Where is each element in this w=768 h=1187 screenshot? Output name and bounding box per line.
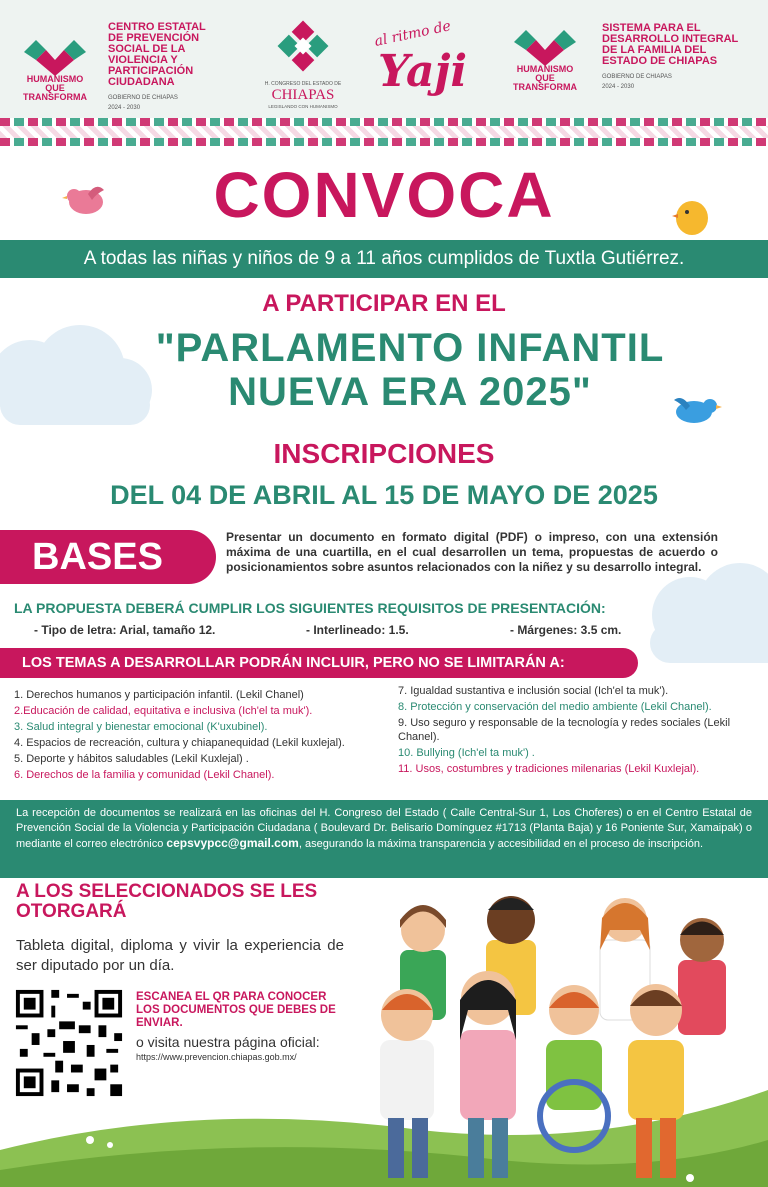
ritmo-yaji-logo: al ritmo de Yaji xyxy=(373,18,468,97)
requisitos-title: LA PROPUESTA DEBERÁ CUMPLIR LOS SIGUIENTES REQUISITOS DE PRESENTACIÓN: xyxy=(14,600,606,616)
req-interlineado: - Interlineado: 1.5. xyxy=(306,623,409,637)
participar-heading: A PARTICIPAR EN EL xyxy=(262,290,506,317)
list-item: 3. Salud integral y bienestar emocional (K'uxubinel). xyxy=(14,721,268,733)
humanismo-icon: HUMANISMO QUE TRANSFORMA xyxy=(16,32,94,102)
qr-code[interactable] xyxy=(12,986,126,1100)
child-figure xyxy=(678,918,726,1035)
audience-band: A todas las niñas y niños de 9 a 11 años cumplidos de Tuxtla Gutiérrez. xyxy=(0,240,768,278)
req-letra: - Tipo de letra: Arial, tamaño 12. xyxy=(34,623,216,637)
list-item: 10. Bullying (Ich'el ta muk') . xyxy=(398,747,535,759)
list-item: 1. Derechos humanos y participación infantil. (Lekil Chanel) xyxy=(14,689,304,701)
list-item: 4. Espacios de recreación, cultura y chiapanequidad (Lekil kuxlejal). xyxy=(14,737,345,749)
child-figure xyxy=(540,985,608,1150)
list-item: 9. Uso seguro y responsable de la tecnología y redes sociales (Lekil Chanel). xyxy=(398,717,731,743)
child-figure xyxy=(380,989,434,1178)
congreso-logo: H. CONGRESO DEL ESTADO DE CHIAPAS LEGISLANDO CON HUMANISMO xyxy=(258,16,348,109)
fechas-text: DEL 04 DE ABRIL AL 15 DE MAYO DE 2025 xyxy=(110,480,658,510)
humanismo-logo-left: HUMANISMO QUE TRANSFORMA CENTRO ESTATAL DE PREVENCIÓN SOCIAL DE LA VIOLENCIA Y PARTICIPACIÓN CIUDADANA GOBIERNO DE CHIAPAS 2024 - 2030 xyxy=(16,22,220,112)
email-link[interactable]: cepsvypcc@gmail.com xyxy=(166,836,299,850)
list-item: 7. Igualdad sustantiva e inclusión social (Ich'el ta muk'). xyxy=(398,685,669,697)
inscripciones-heading: INSCRIPCIONES xyxy=(273,438,495,469)
bases-label: BASES xyxy=(0,530,216,584)
premio-text: Tableta digital, diploma y vivir la experiencia de ser diputado por un día. xyxy=(16,937,344,974)
list-item: 6. Derechos de la familia y comunidad (Lekil Chanel). xyxy=(14,769,275,781)
header-logos xyxy=(0,0,768,118)
temas-list-left xyxy=(14,688,394,784)
escanea-qr-text: ESCANEA EL QR PARA CONOCER LOS DOCUMENTOS QUE DEBES DE ENVIAR. xyxy=(136,991,336,1029)
centro-estatal-text: CENTRO ESTATAL DE PREVENCIÓN SOCIAL DE LA VIOLENCIA Y PARTICIPACIÓN CIUDADANA xyxy=(108,21,206,88)
list-item: 2.Educación de calidad, equitativa e inclusiva (Ich'el ta muk'). xyxy=(14,705,313,717)
req-margenes: - Márgenes: 3.5 cm. xyxy=(510,623,622,637)
decorative-pattern-strip xyxy=(0,118,768,146)
seleccionados-title: A LOS SELECCIONADOS SE LES OTORGARÁ xyxy=(16,881,318,922)
parlamento-title: "PARLAMENTO INFANTIL NUEVA ERA 2025" xyxy=(155,326,665,414)
website-link[interactable]: https://www.prevencion.chiapas.gob.mx/ xyxy=(136,1052,297,1062)
convoca-title: CONVOCA xyxy=(213,159,555,231)
congreso-emblem-icon xyxy=(268,16,338,76)
visita-text: o visita nuestra página oficial: xyxy=(136,1034,320,1050)
temas-list-right xyxy=(398,684,744,778)
recepcion-band: La recepción de documentos se realizará en las oficinas del H. Congreso del Estado ( Calle Central-Sur 1, Los Choferes) o en el Centro Estatal de Prevención Social de la Violencia y Participación Ciudadana ( Boulevard Dr. Belisario Domínguez #1713 (Planta Baja) y 16 Poniente Sur, Xamaipak) o mediante el correo electrónico cepsvypcc@gmail.com, asegurando la máxima transparencia y accesibilidad en el proceso de inscripción. xyxy=(0,800,768,878)
list-item: 11. Usos, costumbres y tradiciones milenarias (Lekil Kuxlejal). xyxy=(398,763,700,775)
child-figure xyxy=(628,984,684,1178)
child-figure xyxy=(460,971,516,1178)
humanismo-logo-right: HUMANISMO QUE TRANSFORMA SISTEMA PARA EL DESARROLLO INTEGRAL DE LA FAMILIA DEL ESTADO DE CHIAPAS GOBIERNO DE CHIAPAS 2024 - 2030 xyxy=(506,22,742,92)
list-item: 5. Deporte y hábitos saludables (Lekil Kuxlejal) . xyxy=(14,753,249,765)
children-illustration xyxy=(360,890,768,1187)
list-item: 8. Protección y conservación del medio ambiente (Lekil Chanel). xyxy=(398,701,712,713)
bases-text: Presentar un documento en formato digital (PDF) o impreso, con una extensión máxima de una cuartilla, en el cual desarrollen un tema, propuestas de acuerdo o posicionamientos sobre asuntos relacionados con la niñez y su desarrollo integral. xyxy=(226,530,718,574)
dif-text: SISTEMA PARA EL DESARROLLO INTEGRAL DE LA FAMILIA DEL ESTADO DE CHIAPAS xyxy=(602,22,739,67)
temas-title: LOS TEMAS A DESARROLLAR PODRÁN INCLUIR, PERO NO SE LIMITARÁN A: xyxy=(0,648,638,678)
humanismo-icon: HUMANISMO QUE TRANSFORMA xyxy=(506,22,584,92)
